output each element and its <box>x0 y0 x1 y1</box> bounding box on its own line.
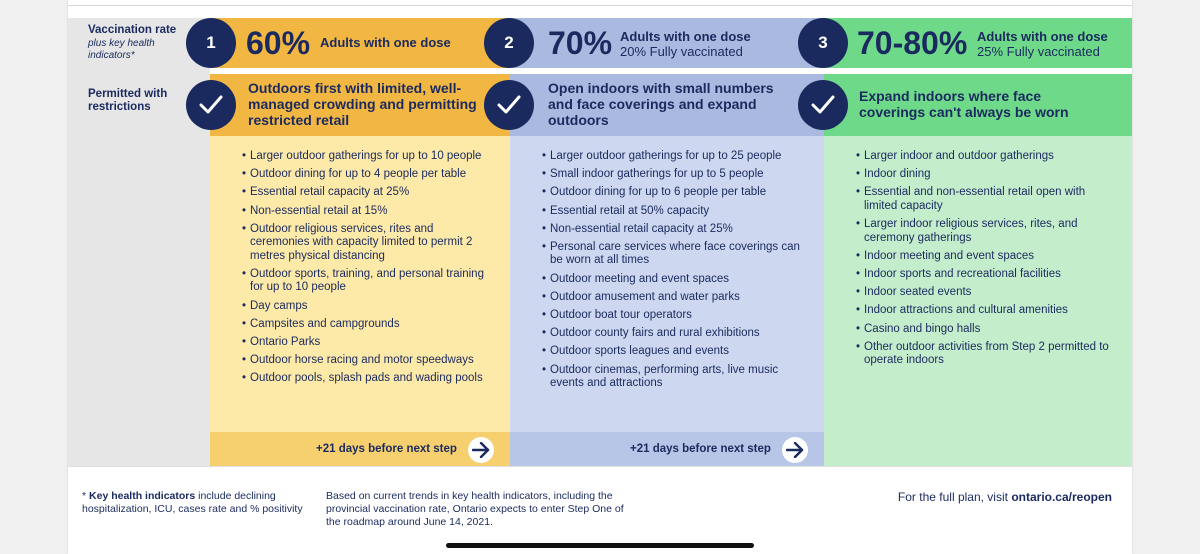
list-item: • Indoor sports and recreational facilities <box>856 268 1116 282</box>
step-1-desc-line1: Adults with one dose <box>320 35 451 50</box>
home-indicator[interactable] <box>446 543 754 548</box>
step-2-arrow-icon[interactable] <box>782 437 808 463</box>
list-item: • Other outdoor activities from Step 2 permitted to operate indoors <box>856 341 1116 368</box>
list-item: • Outdoor meeting and event spaces <box>542 273 810 287</box>
step-2-number: 2 <box>484 18 534 68</box>
list-item: • Indoor dining <box>856 168 1116 182</box>
list-item: • Larger indoor and outdoor gatherings <box>856 150 1116 164</box>
step-1-number: 1 <box>186 18 236 68</box>
list-item: • Outdoor religious services, rites and ceremonies with capacity limited to permit 2 metres physical distancing <box>242 223 490 264</box>
full-plan-note <box>898 490 1112 504</box>
step-1-desc <box>320 35 451 50</box>
list-item: • Outdoor dining for up to 4 people per table <box>242 168 490 182</box>
list-item: • Campsites and campgrounds <box>242 318 490 332</box>
list-item: • Indoor seated events <box>856 286 1116 300</box>
permitted-label: Permitted with restrictions <box>88 88 168 113</box>
label-column <box>68 18 210 466</box>
list-item: • Larger indoor religious services, rites, and ceremony gatherings <box>856 218 1116 245</box>
top-divider <box>68 0 1132 6</box>
list-item: • Outdoor cinemas, performing arts, live music events and attractions <box>542 364 810 391</box>
footer-divider <box>68 466 1132 467</box>
list-item: • Non-essential retail at 15% <box>242 205 490 219</box>
list-item: • Outdoor amusement and water parks <box>542 291 810 305</box>
list-item: • Indoor attractions and cultural amenities <box>856 304 1116 318</box>
list-item: • Essential retail at 50% capacity <box>542 205 810 219</box>
step-3-title: Expand indoors where face coverings can't always be worn <box>859 88 1069 120</box>
step-2-desc-line2: 20% Fully vaccinated <box>620 44 743 59</box>
step-1-next-step: +21 days before next step <box>316 443 457 455</box>
list-item: • Indoor meeting and event spaces <box>856 250 1116 264</box>
list-item: • Outdoor boat tour operators <box>542 309 810 323</box>
vaccination-rate-label: Vaccination rate <box>88 24 177 36</box>
list-item: • Casino and bingo halls <box>856 323 1116 337</box>
step-3-number: 3 <box>798 18 848 68</box>
list-item: • Small indoor gatherings for up to 5 people <box>542 168 810 182</box>
list-item: • Ontario Parks <box>242 336 490 350</box>
footnote-key-indicators <box>82 490 312 516</box>
step-3-column <box>818 18 1132 466</box>
step-1-percent: 60% <box>246 25 311 61</box>
list-item: • Essential retail capacity at 25% <box>242 186 490 200</box>
step-3-percent: 70-80% <box>857 25 968 61</box>
vaccination-rate-sublabel: plus key health indicators* <box>88 38 155 61</box>
step-3-list <box>856 150 1116 372</box>
step-2-desc <box>620 29 751 59</box>
step-1-list <box>242 150 490 391</box>
step-2-list <box>542 150 810 395</box>
step-2-desc-line1: Adults with one dose <box>620 29 751 44</box>
step-2-check-icon <box>484 80 534 130</box>
step-3-check-icon <box>798 80 848 130</box>
list-item: • Outdoor dining for up to 6 people per table <box>542 186 810 200</box>
list-item: • Personal care services where face coverings can be worn at all times <box>542 241 810 268</box>
step-1-check-icon <box>186 80 236 130</box>
step-3-desc-line2: 25% Fully vaccinated <box>977 44 1100 59</box>
list-item: • Larger outdoor gatherings for up to 10 people <box>242 150 490 164</box>
roadmap-page <box>68 0 1132 554</box>
footnote-projection: Based on current trends in key health indicators, including the provincial vaccination rate, Ontario expects to enter Step One of the roadmap around June 14, 2021. <box>326 490 624 528</box>
list-item: • Larger outdoor gatherings for up to 25 people <box>542 150 810 164</box>
list-item: • Essential and non-essential retail open with limited capacity <box>856 186 1116 213</box>
list-item: • Outdoor sports leagues and events <box>542 345 810 359</box>
step-3-desc <box>977 29 1108 59</box>
footnote-bold: Key health indicators <box>89 490 196 502</box>
list-item: • Outdoor pools, splash pads and wading pools <box>242 372 490 386</box>
list-item: • Day camps <box>242 300 490 314</box>
list-item: • Outdoor horse racing and motor speedways <box>242 354 490 368</box>
step-2-next-step: +21 days before next step <box>630 443 771 455</box>
step-1-title: Outdoors first with limited, well-managed crowding and permitting restricted retail <box>248 80 477 128</box>
step-2-percent: 70% <box>548 25 613 61</box>
step-1-column <box>206 18 510 466</box>
footnote-rest: include declining hospitalization, ICU, cases rate and % positivity <box>82 490 303 515</box>
step-1-arrow-icon[interactable] <box>468 437 494 463</box>
full-plan-prefix: For the full plan, visit <box>897 490 1012 504</box>
step-2-column <box>504 18 824 466</box>
list-item: • Outdoor county fairs and rural exhibitions <box>542 327 810 341</box>
step-3-desc-line1: Adults with one dose <box>977 29 1108 44</box>
full-plan-link[interactable]: ontario.ca/reopen <box>1011 490 1112 504</box>
list-item: • Outdoor sports, training, and personal training for up to 10 people <box>242 268 490 295</box>
footnote-star: * <box>82 490 87 502</box>
step-2-title: Open indoors with small numbers and face coverings and expand outdoors <box>548 80 774 128</box>
list-item: • Non-essential retail capacity at 25% <box>542 223 810 237</box>
